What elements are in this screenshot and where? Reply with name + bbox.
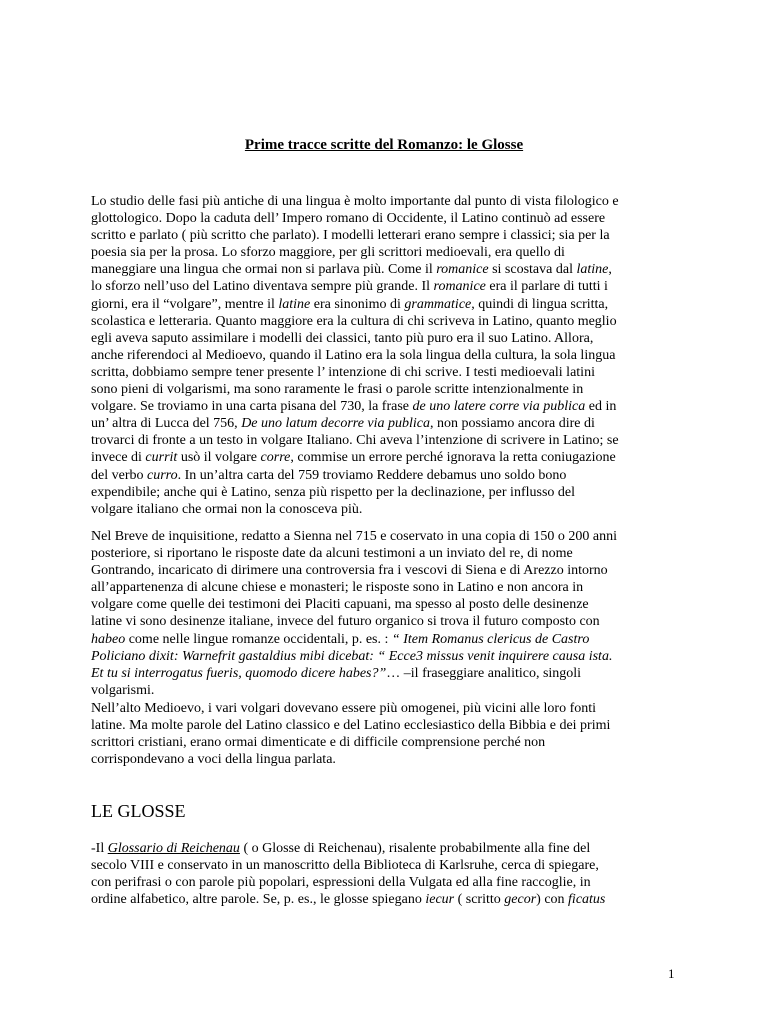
text-line: con perifrasi o con parole più popolari, espressioni della Vulgata ed alla fine raccoglie, in [91,875,591,891]
page-number: 1 [668,966,675,981]
text-line: poesia sia per la prosa. Lo sforzo maggiore, per gli scrittori medioevali, era quello di [91,245,565,261]
text-line: glottologico. Dopo la caduta dell’ Impero romano di Occidente, il Latino continuò ad essere [91,211,606,227]
text-line: -Il Glossario di Reichenau ( o Glosse di Reichenau), risalente probabilmente alla fine del [91,841,591,856]
text-line: trovarci di fronte a un testo in volgare Italiano. Chi aveva l’intenzione di scrivere in Latino; se [91,433,619,449]
paragraph-4 [91,840,679,908]
text-line: anche riferendoci al Medioevo, quando il Latino era la sola lingua della cultura, la sola lingua [91,347,616,363]
text-line: volgarismi. [91,682,155,698]
text-line: scritto e parlato ( più scritto che parlato). I modelli letterari erano sempre i classici; sia per la [91,228,610,244]
text-line: volgare italiano che ormai non la conosceva più. [91,501,363,517]
text-line: all’appartenenza di alcune chiese e monasteri; le risposte sono in Latino e non ancora in [91,580,584,596]
text-line: un’ altra di Lucca del 756, De uno latum decorre via publica, non possiamo ancora dire di [91,416,595,432]
text-line: latine vi sono desinenze italiane, invece del futuro organico si trova il futuro composto con [91,614,600,630]
text-line: scolastica e letteraria. Quanto maggiore era la cultura di chi scriveva in Latino, quanto meglio [91,313,617,329]
text-line: del verbo curro. In un’altra carta del 759 troviamo Reddere debamus uno soldo bono [91,467,567,483]
text-line: Gontrando, incaricato di dirimere una controversia fra i vescovi di Siena e di Arezzo intorno [91,563,608,579]
text-line: expendibile; anche qui è Latino, senza più rispetto per la declinazione, per influsso del [91,484,575,500]
text-line: volgare. Se troviamo in una carta pisana del 730, la frase de uno latere corre via publica ed in [91,399,617,415]
text-line: latine. Ma molte parole del Latino classico e del Latino ecclesiastico della Bibbia e dei primi [91,718,611,734]
text-line: volgare come quelle dei testimoni dei Placiti capuani, ma spesso al posto delle desinenze [91,597,589,613]
text-line: scritta, dobbiamo sempre tener presente l’ intenzione di chi scrive. I testi medioevali latini [91,364,595,380]
paragraph-3 [91,700,679,768]
text-line: Lo studio delle fasi più antiche di una lingua è molto importante dal punto di vista filologico e [91,194,619,209]
text-line: invece di currit usò il volgare corre, commise un errore perché ignorava la retta coniugazione [91,450,616,466]
text-line: corrispondevano a voci della lingua parlata. [91,752,336,768]
document-title: Prime tracce scritte del Romanzo: le Glosse [244,137,524,153]
paragraph-1 [91,193,679,518]
text-line: Policiano dixit: Warnefrit gastaldius mibi dicebat: “ Ecce3 missus venit inquirere causa ista. [91,648,613,664]
paragraph-2 [91,528,679,699]
text-line: egli aveva saputo assimilare i modelli dei classici, tanto più puro era il suo Latino. Allora, [91,330,594,346]
text-line: maneggiare una lingua che ormai non si parlava più. Come il romanice si scostava dal latine, [91,262,612,278]
text-line: Nell’alto Medioevo, i vari volgari dovevano essere più omogenei, più vicini alle loro fonti [91,701,597,716]
text-line: scrittori cristiani, erano ormai dimenticate e di difficile comprensione perché non [91,735,546,751]
text-line: ordine alfabetico, altre parole. Se, p. es., le glosse spiegano iecur ( scritto gecor) con ficatus [91,892,606,908]
text-line: lo sforzo nell’uso del Latino diventava sempre più grande. Il romanice era il parlare di tutti i [91,279,608,295]
text-line: posteriore, si riportano le risposte date da alcuni testimoni a un inviato del re, di nome [91,546,573,562]
text-line: secolo VIII e conservato in un manoscritto della Biblioteca di Karlsruhe, cerca di spiegare, [91,858,599,874]
text-line: sono pieni di volgarismi, ma sono raramente le frasi o parole scritte intenzionalmente in [91,382,584,398]
text-line: giorni, era il “volgare”, mentre il latine era sinonimo di grammatice, quindi di lingua scritta, [91,296,609,312]
text-line: Nel Breve de inquisitione, redatto a Sienna nel 715 e coservato in una copia di 150 o 200 anni [91,529,618,544]
section-heading: LE GLOSSE [91,801,186,821]
text-line: Et tu si interrogatus fueris, quomodo dicere habes?”… –il fraseggiare analitico, singoli [91,665,582,681]
text-line: habeo come nelle lingue romanze occidentali, p. es. : “ Item Romanus clericus de Castro [91,631,590,647]
